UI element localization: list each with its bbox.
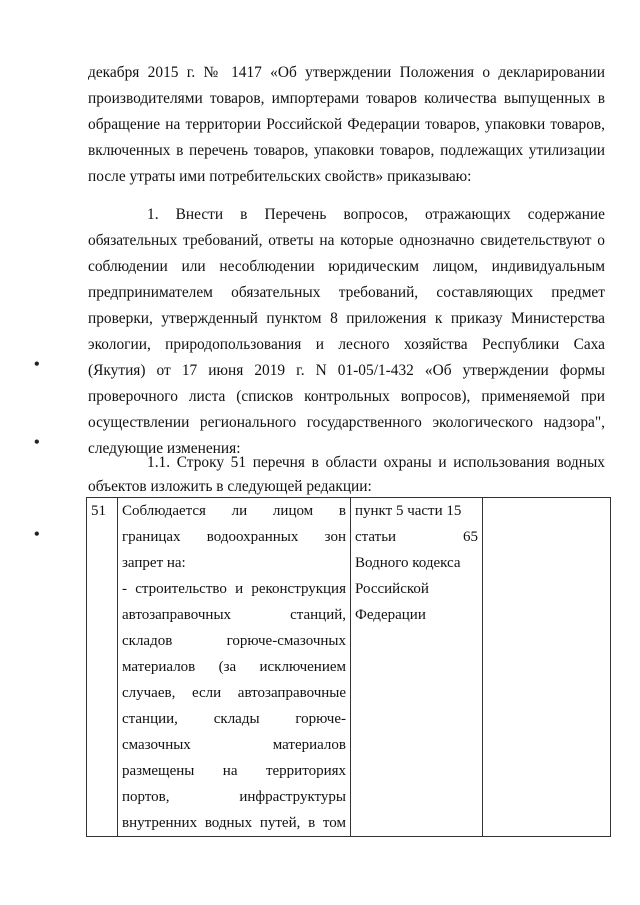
requirements-table xyxy=(86,497,611,837)
item1-line: (Якутия) от 17 июня 2019 г. N 01-05/1-432 «Об утверждении формы xyxy=(88,362,605,379)
reference-line: статьи 65 xyxy=(355,529,478,545)
item11-line-last: объектов изложить в следующей редакции: xyxy=(88,478,372,495)
question-line: Соблюдается ли лицом в xyxy=(122,503,346,519)
item1-line: соблюдении или несоблюдении юридическим лицом, индивидуальным xyxy=(88,258,605,275)
question-line: складов горюче-смазочных xyxy=(122,633,346,649)
intro-line: производителями товаров, импортерами товаров количества выпущенных в xyxy=(88,90,605,107)
reference-line: пункт 5 части 15 xyxy=(355,503,462,519)
intro-line: обращение на территории Российской Федерации товаров, упаковки товаров, xyxy=(88,116,605,133)
reference-line: Водного кодекса xyxy=(355,555,461,571)
answer-value xyxy=(483,498,610,524)
item11-line: 1.1. Строку 51 перечня в области охраны и использования водных xyxy=(147,454,605,471)
scan-mark: • xyxy=(34,526,40,543)
intro-line: декабря 2015 г. № 1417 «Об утверждении Положения о декларировании xyxy=(88,64,605,81)
scan-mark: • xyxy=(34,356,40,373)
row-number-cell xyxy=(87,498,118,837)
question-line: внутренних водных путей, в том xyxy=(122,815,346,831)
table-row xyxy=(87,498,611,837)
question-line: портов, инфраструктуры xyxy=(122,789,346,805)
question-line: случаев, если автозаправочные xyxy=(122,685,346,701)
row-number: 51 xyxy=(91,503,106,519)
intro-line-last: после утраты ими потребительских свойств» приказываю: xyxy=(88,168,472,185)
scan-mark: • xyxy=(34,434,40,451)
item1-line: предпринимателем обязательных требований, составляющих предмет xyxy=(88,284,605,301)
question-line: станции, склады горюче- xyxy=(122,711,346,727)
item1-line: осуществлении регионального государственного экологического надзора", xyxy=(88,414,605,431)
question-cell xyxy=(118,498,351,837)
reference-cell xyxy=(351,498,483,837)
question-line: смазочных материалов xyxy=(122,737,346,753)
answer-cell xyxy=(483,498,611,837)
item1-line: обязательных требований, ответы на которые однозначно свидетельствуют о xyxy=(88,232,605,249)
intro-line: включенных в перечень товаров, упаковки товаров, подлежащих утилизации xyxy=(88,142,605,159)
item1-line: проверочного листа (списков контрольных вопросов), применяемой при xyxy=(88,388,605,405)
item1-line: проверки, утвержденный пунктом 8 приложения к приказу Министерства xyxy=(88,310,605,327)
item1-line-last: следующие изменения: xyxy=(88,440,241,457)
question-line: запрет на: xyxy=(122,555,186,571)
item1-line: 1. Внести в Перечень вопросов, отражающих содержание xyxy=(147,206,605,223)
question-line: границах водоохранных зон xyxy=(122,529,346,545)
question-line: размещены на территориях xyxy=(122,763,346,779)
question-line: - строительство и реконструкция xyxy=(122,581,346,597)
reference-line: Федерации xyxy=(355,607,426,623)
item1-line: экологии, природопользования и лесного хозяйства Республики Саха xyxy=(88,336,605,353)
question-line: автозаправочных станций, xyxy=(122,607,346,623)
question-line: материалов (за исключением xyxy=(122,659,346,675)
reference-line: Российской xyxy=(355,581,429,597)
